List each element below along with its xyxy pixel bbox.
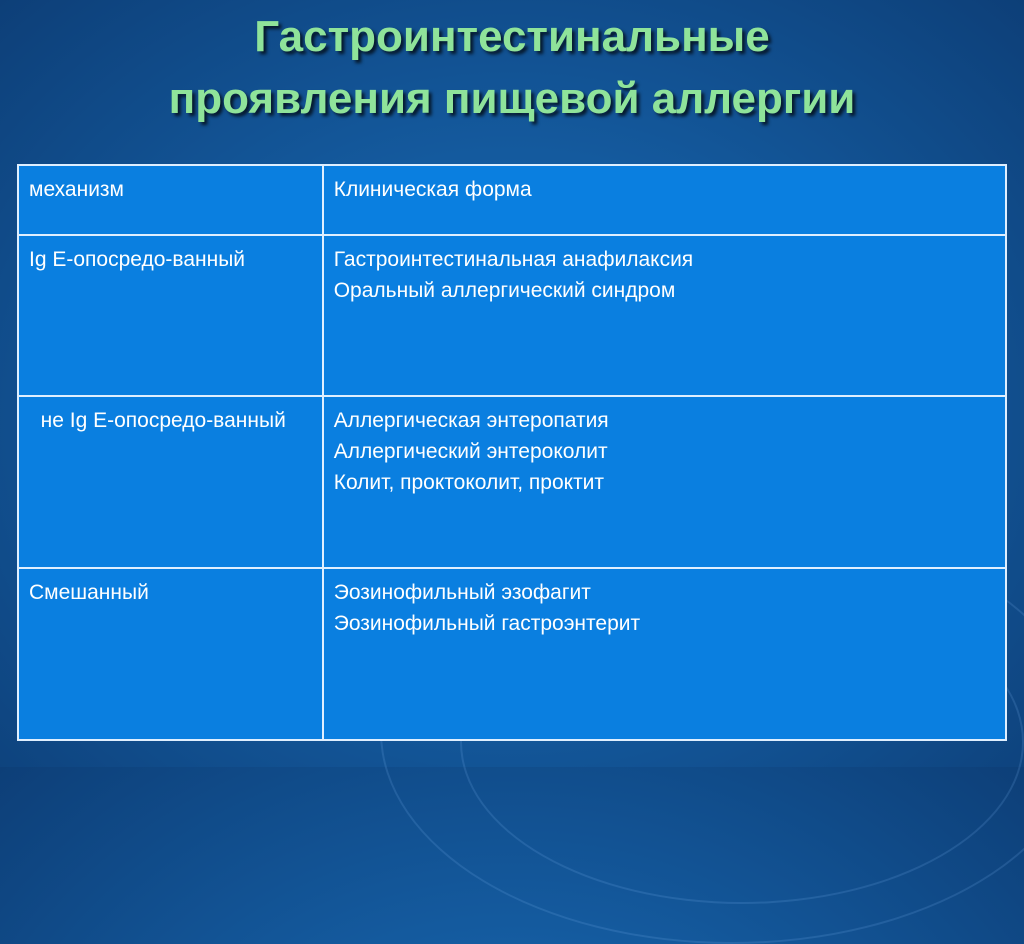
mechanism-text: не Ig E-опосредо-ванный [29, 409, 286, 432]
mechanism-text: Смешанный [29, 581, 149, 604]
clinical-form-item: Эозинофильный эзофагит [333, 581, 591, 604]
table-row [18, 396, 1006, 568]
table-row [18, 235, 1006, 396]
clinical-form-item: Колит, проктоколит, проктит [333, 471, 605, 494]
clinical-form-item: Оральный аллергический синдром [333, 279, 676, 302]
slide-title-line-1: Гастроинтестинальные [254, 12, 770, 61]
header-cell-mechanism: механизм [18, 165, 323, 235]
clinical-form-cell [323, 235, 1006, 396]
mechanism-cell [18, 396, 323, 568]
allergy-table [17, 164, 1007, 741]
slide-title [0, 6, 1024, 130]
clinical-form-item: Гастроинтестинальная анафилаксия [333, 248, 694, 271]
clinical-form-item: Эозинофильный гастроэнтерит [333, 612, 641, 635]
header-cell-clinical-form: Клиническая форма [323, 165, 1006, 235]
mechanism-cell [18, 235, 323, 396]
slide-title-line-2: проявления пищевой аллергии [168, 74, 856, 123]
clinical-form-cell [323, 568, 1006, 740]
mechanism-cell [18, 568, 323, 740]
mechanism-text: Ig E-опосредо-ванный [29, 248, 246, 271]
clinical-form-cell [323, 396, 1006, 568]
table-row [18, 568, 1006, 740]
clinical-form-item: Аллергическая энтеропатия [333, 409, 609, 432]
clinical-form-item: Аллергический энтероколит [333, 440, 608, 463]
table-header-row [18, 165, 1006, 235]
